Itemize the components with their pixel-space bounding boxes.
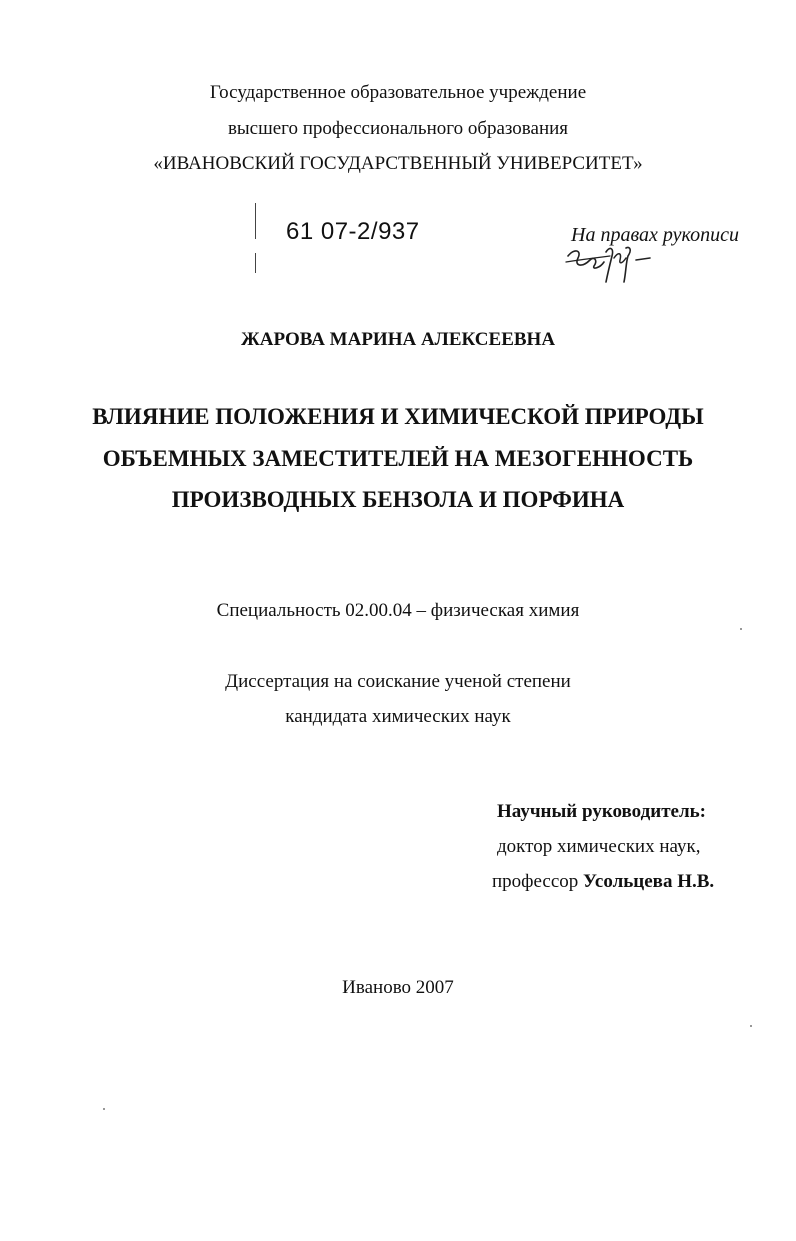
catalog-code: 61 07-2/937 [286,218,420,245]
supervisor-line [492,871,714,893]
author-name: ЖАРОВА МАРИНА АЛЕКСЕЕВНА [240,329,556,350]
specialty: Специальность 02.00.04 – физическая химия [216,600,580,621]
place-year: Иваново 2007 [342,977,454,998]
dissertation-line-2: кандидата химических наук [285,706,511,727]
institution-line-1: Государственное образовательное учреждение [209,82,587,103]
scan-speck [103,1108,105,1110]
supervisor-name: Усольцева Н.В. [583,871,715,892]
university-name: «ИВАНОВСКИЙ ГОСУДАРСТВЕННЫЙ УНИВЕРСИТЕТ» [153,153,643,174]
title-line-1: ВЛИЯНИЕ ПОЛОЖЕНИЯ И ХИМИЧЕСКОЙ ПРИРОДЫ [92,404,704,429]
rights-note: На правах рукописи [571,224,739,246]
scan-speck [750,1025,752,1027]
handwritten-signature [564,238,664,288]
title-line-2: ОБЪЕМНЫХ ЗАМЕСТИТЕЛЕЙ НА МЕЗОГЕННОСТЬ [102,446,694,471]
title-line-3: ПРОИЗВОДНЫХ БЕНЗОЛА И ПОРФИНА [171,487,625,512]
supervisor-label: Научный руководитель: [497,801,706,822]
supervisor-degree: доктор химических наук, [497,836,701,857]
dissertation-line-1: Диссертация на соискание ученой степени [225,671,571,692]
margin-mark [255,203,256,239]
margin-mark [255,253,256,273]
scan-speck [740,628,742,630]
institution-line-2: высшего профессионального образования [227,118,569,139]
supervisor-position: профессор [492,871,579,892]
